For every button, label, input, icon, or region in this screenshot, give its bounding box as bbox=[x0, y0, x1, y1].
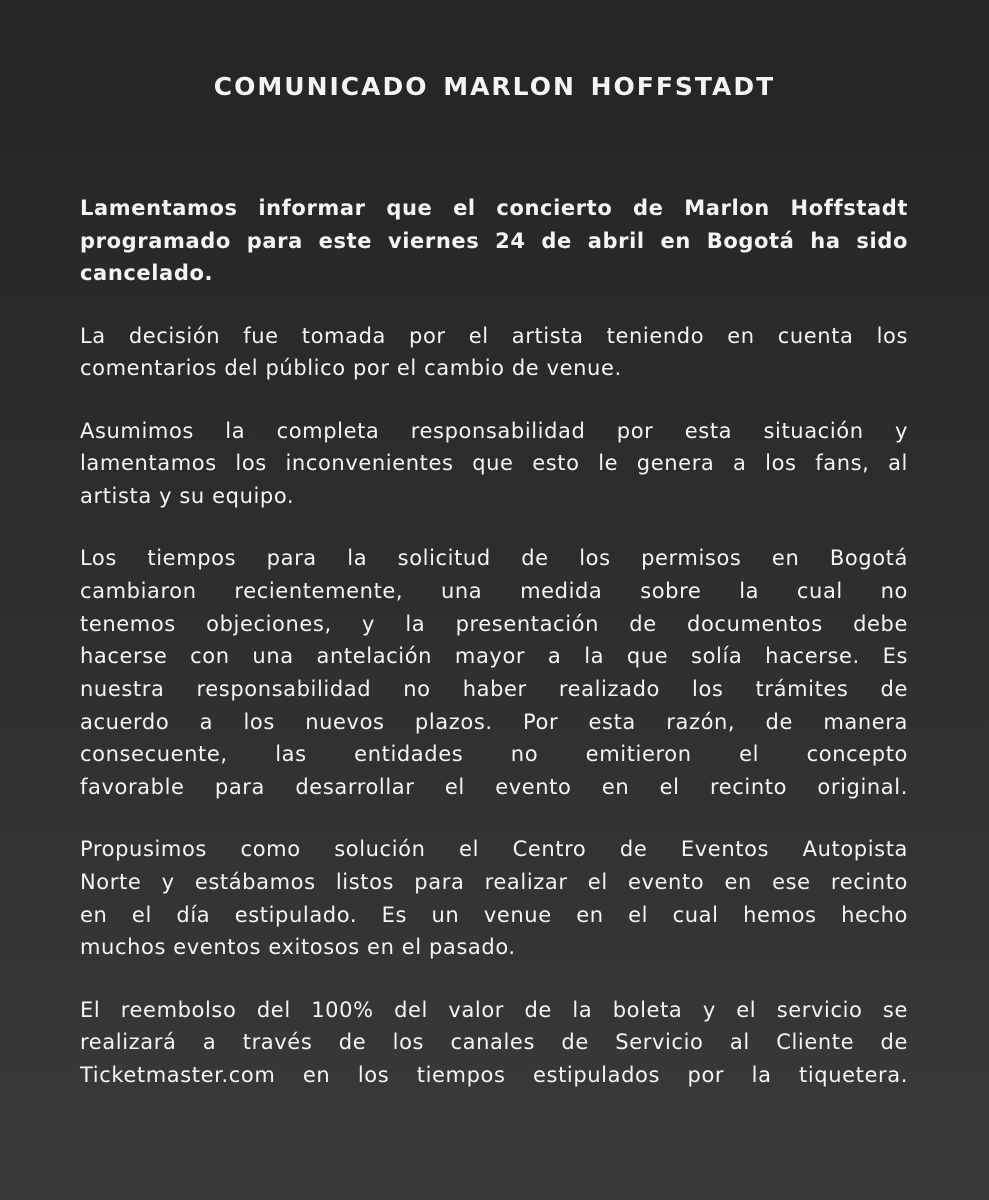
text-line: hacerse con una antelación mayor a la que solía hacerse. Es bbox=[80, 644, 908, 669]
text-line: El reembolso del 100% del valor de la boleta y el servicio se bbox=[80, 997, 908, 1022]
paragraph-refund bbox=[80, 994, 908, 1092]
text-line: Asumimos la completa responsabilidad por esta situación y bbox=[80, 418, 908, 443]
text-line: favorable para desarrollar el evento en el recinto original. bbox=[80, 775, 908, 800]
text-line: en el día estipulado. Es un venue en el cual hemos hecho bbox=[80, 902, 908, 927]
text-line: nuestra responsabilidad no haber realizado los trámites de bbox=[80, 676, 908, 701]
text-line: comentarios del público por el cambio de venue. bbox=[80, 356, 622, 381]
text-line: artista y su equipo. bbox=[80, 483, 295, 508]
paragraph-responsibility bbox=[80, 415, 908, 513]
paragraph-cancellation bbox=[80, 192, 908, 290]
text-line: acuerdo a los nuevos plazos. Por esta razón, de manera bbox=[80, 709, 908, 734]
text-line: tenemos objeciones, y la presentación de documentos debe bbox=[80, 611, 908, 636]
paragraph-decision bbox=[80, 320, 908, 385]
text-line: La decisión fue tomada por el artista teniendo en cuenta los bbox=[80, 323, 908, 348]
paragraph-alternative-venue bbox=[80, 833, 908, 964]
text-line: realizará a través de los canales de Servicio al Cliente de bbox=[80, 1030, 908, 1055]
page-title: COMUNICADO MARLON HOFFSTADT bbox=[213, 72, 776, 101]
statement-body bbox=[80, 192, 908, 1121]
text-line: Ticketmaster.com en los tiempos estipulados por la tiquetera. bbox=[80, 1062, 908, 1087]
text-line: consecuente, las entidades no emitieron el concepto bbox=[80, 742, 908, 767]
text-line: muchos eventos exitosos en el pasado. bbox=[80, 935, 516, 960]
text-line: programado para este viernes 24 de abril en Bogotá ha sido bbox=[80, 228, 908, 253]
paragraph-permits bbox=[80, 542, 908, 804]
text-line: Los tiempos para la solicitud de los permisos en Bogotá bbox=[80, 546, 908, 571]
text-line: Lamentamos informar que el concierto de Marlon Hoffstadt bbox=[80, 196, 908, 220]
text-line: lamentamos los inconvenientes que esto le genera a los fans, al bbox=[80, 451, 908, 476]
text-line: Propusimos como solución el Centro de Eventos Autopista bbox=[80, 837, 908, 862]
text-line: cancelado. bbox=[80, 261, 214, 286]
text-line: cambiaron recientemente, una medida sobre la cual no bbox=[80, 578, 908, 603]
text-line: Norte y estábamos listos para realizar el evento en ese recinto bbox=[80, 869, 908, 894]
